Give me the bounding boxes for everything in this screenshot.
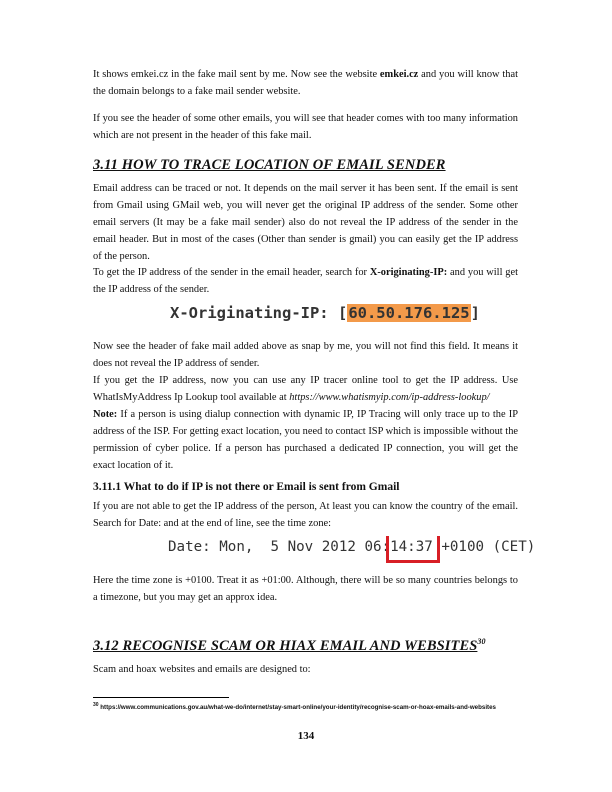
heading-text: 3.12 RECOGNISE SCAM OR HIAX EMAIL AND WEBSITES [93, 637, 478, 654]
paragraph-scam: Scam and hoax websites and emails are designed to: [93, 664, 311, 675]
date-header-text: Date: Mon, 5 Nov 2012 06:14:37 +0100 (CET) [168, 539, 536, 555]
paragraph-x-originating [93, 264, 518, 298]
footnote-divider [93, 697, 229, 698]
paragraph-timezone-explain: Here the time zone is +0100. Treat it as +01:00. Although, there will be so many countries belongs to a timezone, but you may get an approx idea. [93, 575, 518, 603]
text: To get the IP address of the sender in the email header, search for [93, 267, 370, 278]
footnote-ref[interactable]: 30 [477, 637, 486, 646]
no-field-text: Now see the header of fake mail added above as snap by me, you will not find this field. It means it does not reveal the IP address of sender. [93, 341, 518, 369]
section-heading-3-11: 3.11 HOW TO TRACE LOCATION OF EMAIL SENDER [93, 157, 446, 173]
text: and you will get the IP address of the sender. [93, 267, 518, 295]
page-number: 134 [297, 730, 315, 742]
ip-address-value: 60.50.176.125 [348, 304, 470, 322]
footnote-url[interactable]: https://www.communications.gov.au/what-we-do/internet/stay-smart-online/your-identity/recognise-scam-or-hoax-emails-and-websites [98, 704, 496, 712]
footnote-number: 30 [93, 702, 99, 708]
footnote [93, 700, 513, 713]
ip-tracer-text [93, 372, 518, 406]
date-header-snapshot [168, 536, 536, 562]
emkei-domain: emkei.cz [379, 69, 419, 80]
paragraph-ip-tools [93, 338, 518, 474]
note-label: Note: [93, 409, 118, 420]
note-text [93, 406, 518, 474]
x-originating-ip-label: X-originating-IP: [369, 267, 448, 278]
text: It shows emkei.cz in the fake mail sent by me. Now see the website [93, 69, 380, 80]
paragraph-emkei [93, 66, 518, 100]
ip-header-label: X-Originating-IP: [ [170, 304, 348, 322]
subsection-heading-3-11-1: 3.11.1 What to do if IP is not there or Email is sent from Gmail [93, 481, 400, 493]
timezone-highlight-box [386, 536, 440, 563]
ip-header-snapshot [166, 302, 480, 328]
ip-bracket: ] [470, 304, 480, 322]
text: If you get the IP address, now you can use any IP tracer online tool to get the IP address. Use WhatIsMyAddress Ip Lookup tool available at [93, 375, 518, 403]
paragraph-timezone: If you are not able to get the IP address of the person, At least you can know the country of the email. Search for Date: and at the end of line, see the time zone: [93, 501, 518, 529]
paragraph-trace: Email address can be traced or not. It depends on the mail server it has been sent. If the email is sent from Gmail using GMail web, you will never get the original IP address of the sender. Some other email servers (It may be a fake mail sender) also do not reveal the IP address of the sender in the email header. But in most of the cases (Other than sender is gmail) you can easily get the IP address of the person. [93, 183, 518, 262]
whatismyip-link[interactable]: https://www.whatismyip.com/ip-address-lookup/ [289, 392, 490, 403]
section-heading-3-12 [93, 637, 486, 655]
text: If a person is using dialup connection with dynamic IP, IP Tracing will only trace up to the IP address of the ISP. For getting exact location, you need to contact ISP which is impossible without the permission of cyber police. If a person has purchased a dedicated IP connection, you will get the exact location of it. [93, 409, 518, 471]
text: and you will know that the domain belongs to a fake mail sender website. [93, 69, 518, 97]
paragraph-other-headers: If you see the header of some other emails, you will see that header comes with too many information which are not present in the header of this fake mail. [93, 113, 518, 141]
